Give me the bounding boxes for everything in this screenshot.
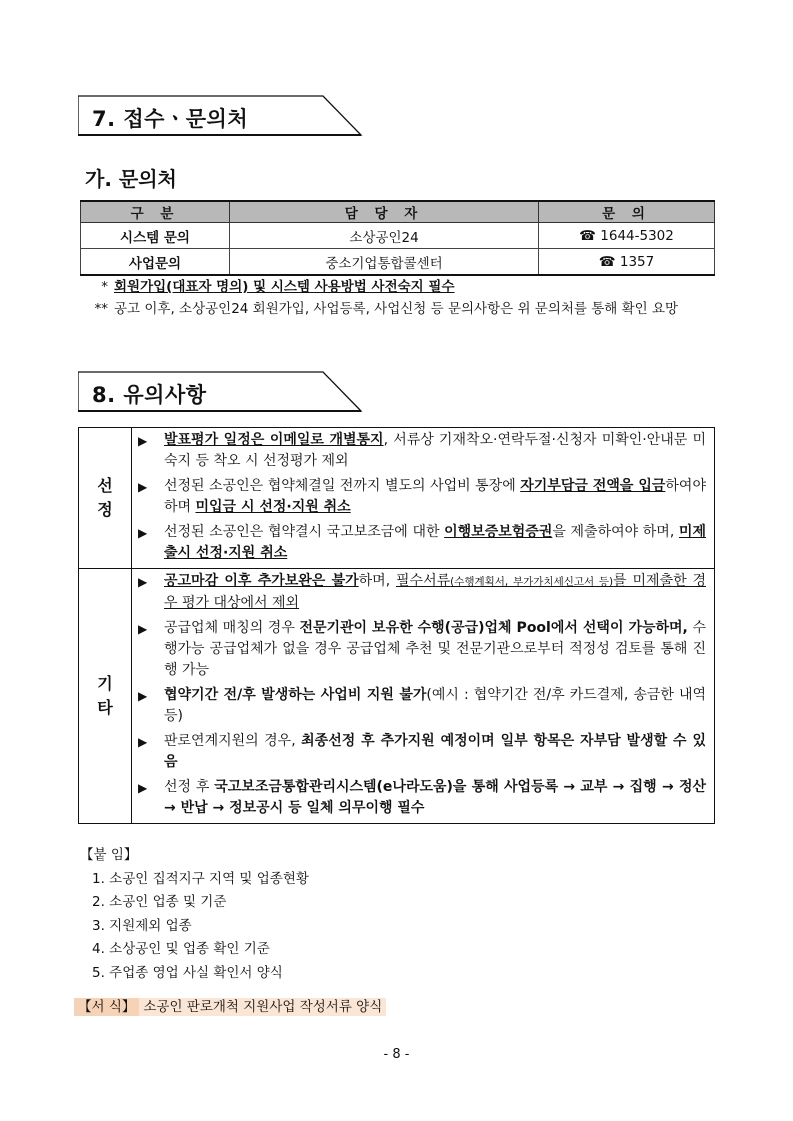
arrow-icon: ▶ (138, 689, 148, 703)
emphasis: 자기부담금 전액을 입금 (520, 478, 666, 494)
list-item (138, 777, 706, 819)
header-category: 구 분 (81, 201, 230, 223)
item-text: 선정 후 (164, 779, 215, 795)
table-row (81, 249, 715, 276)
row-phone-cell (539, 223, 715, 249)
row-phone-cell (539, 249, 715, 276)
emphasis: 전문기관이 보유한 수행(공급)업체 Pool에서 선택이 가능하며, (299, 620, 688, 636)
list-item: 1. 소공인 집적지구 지역 및 업종현황 (92, 870, 309, 887)
contact-notes (80, 276, 720, 320)
phone-icon: ☎ (579, 227, 596, 244)
label-char: 기 (97, 674, 113, 693)
list-item (138, 522, 706, 564)
other-label (79, 569, 132, 824)
emphasis: 협약기간 전/후 발생하는 사업비 지원 불가 (164, 687, 427, 703)
phone-icon: ☎ (598, 253, 616, 270)
page-number: - 8 - (383, 1047, 410, 1062)
item-text: 하여야 하며 (164, 478, 706, 515)
caution-row-other (79, 569, 715, 824)
label-char: 타 (97, 698, 113, 717)
list-item (138, 685, 706, 727)
contact-table (80, 200, 715, 276)
item-text: 하며, (358, 573, 397, 589)
form-line (74, 995, 386, 1015)
item-text: 선정된 소공인은 협약체결일 전까지 별도의 사업비 통장에 (164, 478, 521, 494)
item-text: 수행가능 공급업체가 없을 경우 공급업체 추천 및 전문기관으로부터 적정성 검토를 통해 진행 가능 (164, 620, 706, 678)
emphasis: 이행보증보험증권 (444, 524, 553, 540)
item-text: 필수서류 (396, 573, 451, 589)
emphasis: 최종선정 후 추가지원 예정이며 일부 항목은 자부담 발생할 수 있음 (164, 733, 706, 770)
header-inquiry: 문 의 (539, 201, 715, 223)
attachments-title: 【붙 임】 (80, 847, 138, 863)
row-phone: 1644-5302 (600, 227, 674, 244)
note-item (80, 298, 720, 320)
list-item (138, 476, 706, 518)
list-item (138, 571, 706, 614)
list-item: 5. 주업종 영업 사실 확인서 양식 (92, 964, 283, 981)
row-phone: 1357 (619, 253, 655, 270)
caution-table (78, 427, 715, 824)
contact-subtitle: 가. 문의처 (85, 167, 177, 191)
row-manager: 중소기업통합콜센터 (230, 249, 539, 276)
contact-table-header (81, 201, 715, 223)
row-type: 시스템 문의 (81, 223, 230, 249)
attachments-list (80, 868, 309, 986)
emphasis: 미입금 시 선정·지원 취소 (195, 499, 351, 515)
note-text: 회원가입(대표자 명의) 및 시스템 사용방법 사전숙지 필수 (114, 279, 455, 295)
list-item (138, 618, 706, 681)
emphasis: 공고마감 이후 추가보완은 불가 (164, 573, 359, 589)
item-text: 판로연계지원의 경우, (164, 733, 302, 749)
attachments (80, 844, 309, 985)
arrow-icon: ▶ (138, 526, 148, 540)
section-8-header (78, 371, 363, 413)
section-7-header (78, 95, 363, 137)
header-manager: 담 당 자 (230, 201, 539, 223)
table-row (81, 223, 715, 249)
list-item: 3. 지원제외 업종 (92, 917, 192, 934)
list-item (138, 731, 706, 773)
arrow-icon: ▶ (138, 622, 148, 636)
form-label: 【서 식】 (74, 998, 139, 1016)
arrow-icon: ▶ (138, 575, 148, 589)
note-text: 공고 이후, 소상공인24 회원가입, 사업등록, 사업신청 등 문의사항은 위 문의처를 통해 확인 요망 (114, 301, 679, 317)
section-8-title: 8. 유의사항 (92, 383, 207, 407)
selection-label (79, 428, 132, 569)
selection-items (132, 428, 715, 569)
list-item (138, 430, 706, 472)
arrow-icon: ▶ (138, 434, 148, 448)
arrow-icon: ▶ (138, 781, 148, 795)
item-text: 을 제출하여야 하며, (552, 524, 679, 540)
note-marker: * (101, 279, 108, 295)
item-text: 선정된 소공인은 협약결시 국고보조금에 대한 (164, 524, 445, 540)
note-marker: ** (94, 301, 108, 317)
emphasis: 국고보조금통합관리시스템(e나라도움)을 통해 사업등록 → 교부 → 집행 → 정산 → 반납 → 정보공시 등 일체 의무이행 필수 (164, 779, 706, 816)
label-char: 선 (97, 476, 113, 495)
arrow-icon: ▶ (138, 735, 148, 749)
label-char: 정 (97, 500, 113, 519)
emphasis: 발표평가 일정은 이메일로 개별통지 (164, 432, 384, 448)
emphasis: 미제출시 선정·지원 취소 (164, 524, 706, 561)
form-text: 소공인 판로개척 지원사업 작성서류 양식 (139, 998, 386, 1016)
list-item: 2. 소공인 업종 및 기준 (92, 894, 227, 910)
list-item: 4. 소상공인 및 업종 확인 기준 (92, 941, 270, 957)
item-text: (예시 : 협약기간 전/후 카드결제, 송금한 내역 등) (164, 687, 706, 724)
caution-row-selection (79, 428, 715, 569)
row-type: 사업문의 (81, 249, 230, 276)
item-text: 공급업체 매칭의 경우 (164, 620, 300, 636)
item-text-small: (수행계획서, 부가가치세신고서 등) (450, 576, 614, 588)
section-7-title: 7. 접수ㆍ문의처 (92, 107, 249, 131)
note-item (80, 276, 720, 298)
row-manager: 소상공인24 (230, 223, 539, 249)
arrow-icon: ▶ (138, 480, 148, 494)
item-text: 를 미제출한 경우 평가 대상에서 제외 (164, 573, 707, 611)
item-text: , 서류상 기재착오·연락두절·신청자 미확인·안내문 미숙지 등 착오 시 선정평가 제외 (164, 432, 707, 469)
other-items (132, 569, 715, 824)
